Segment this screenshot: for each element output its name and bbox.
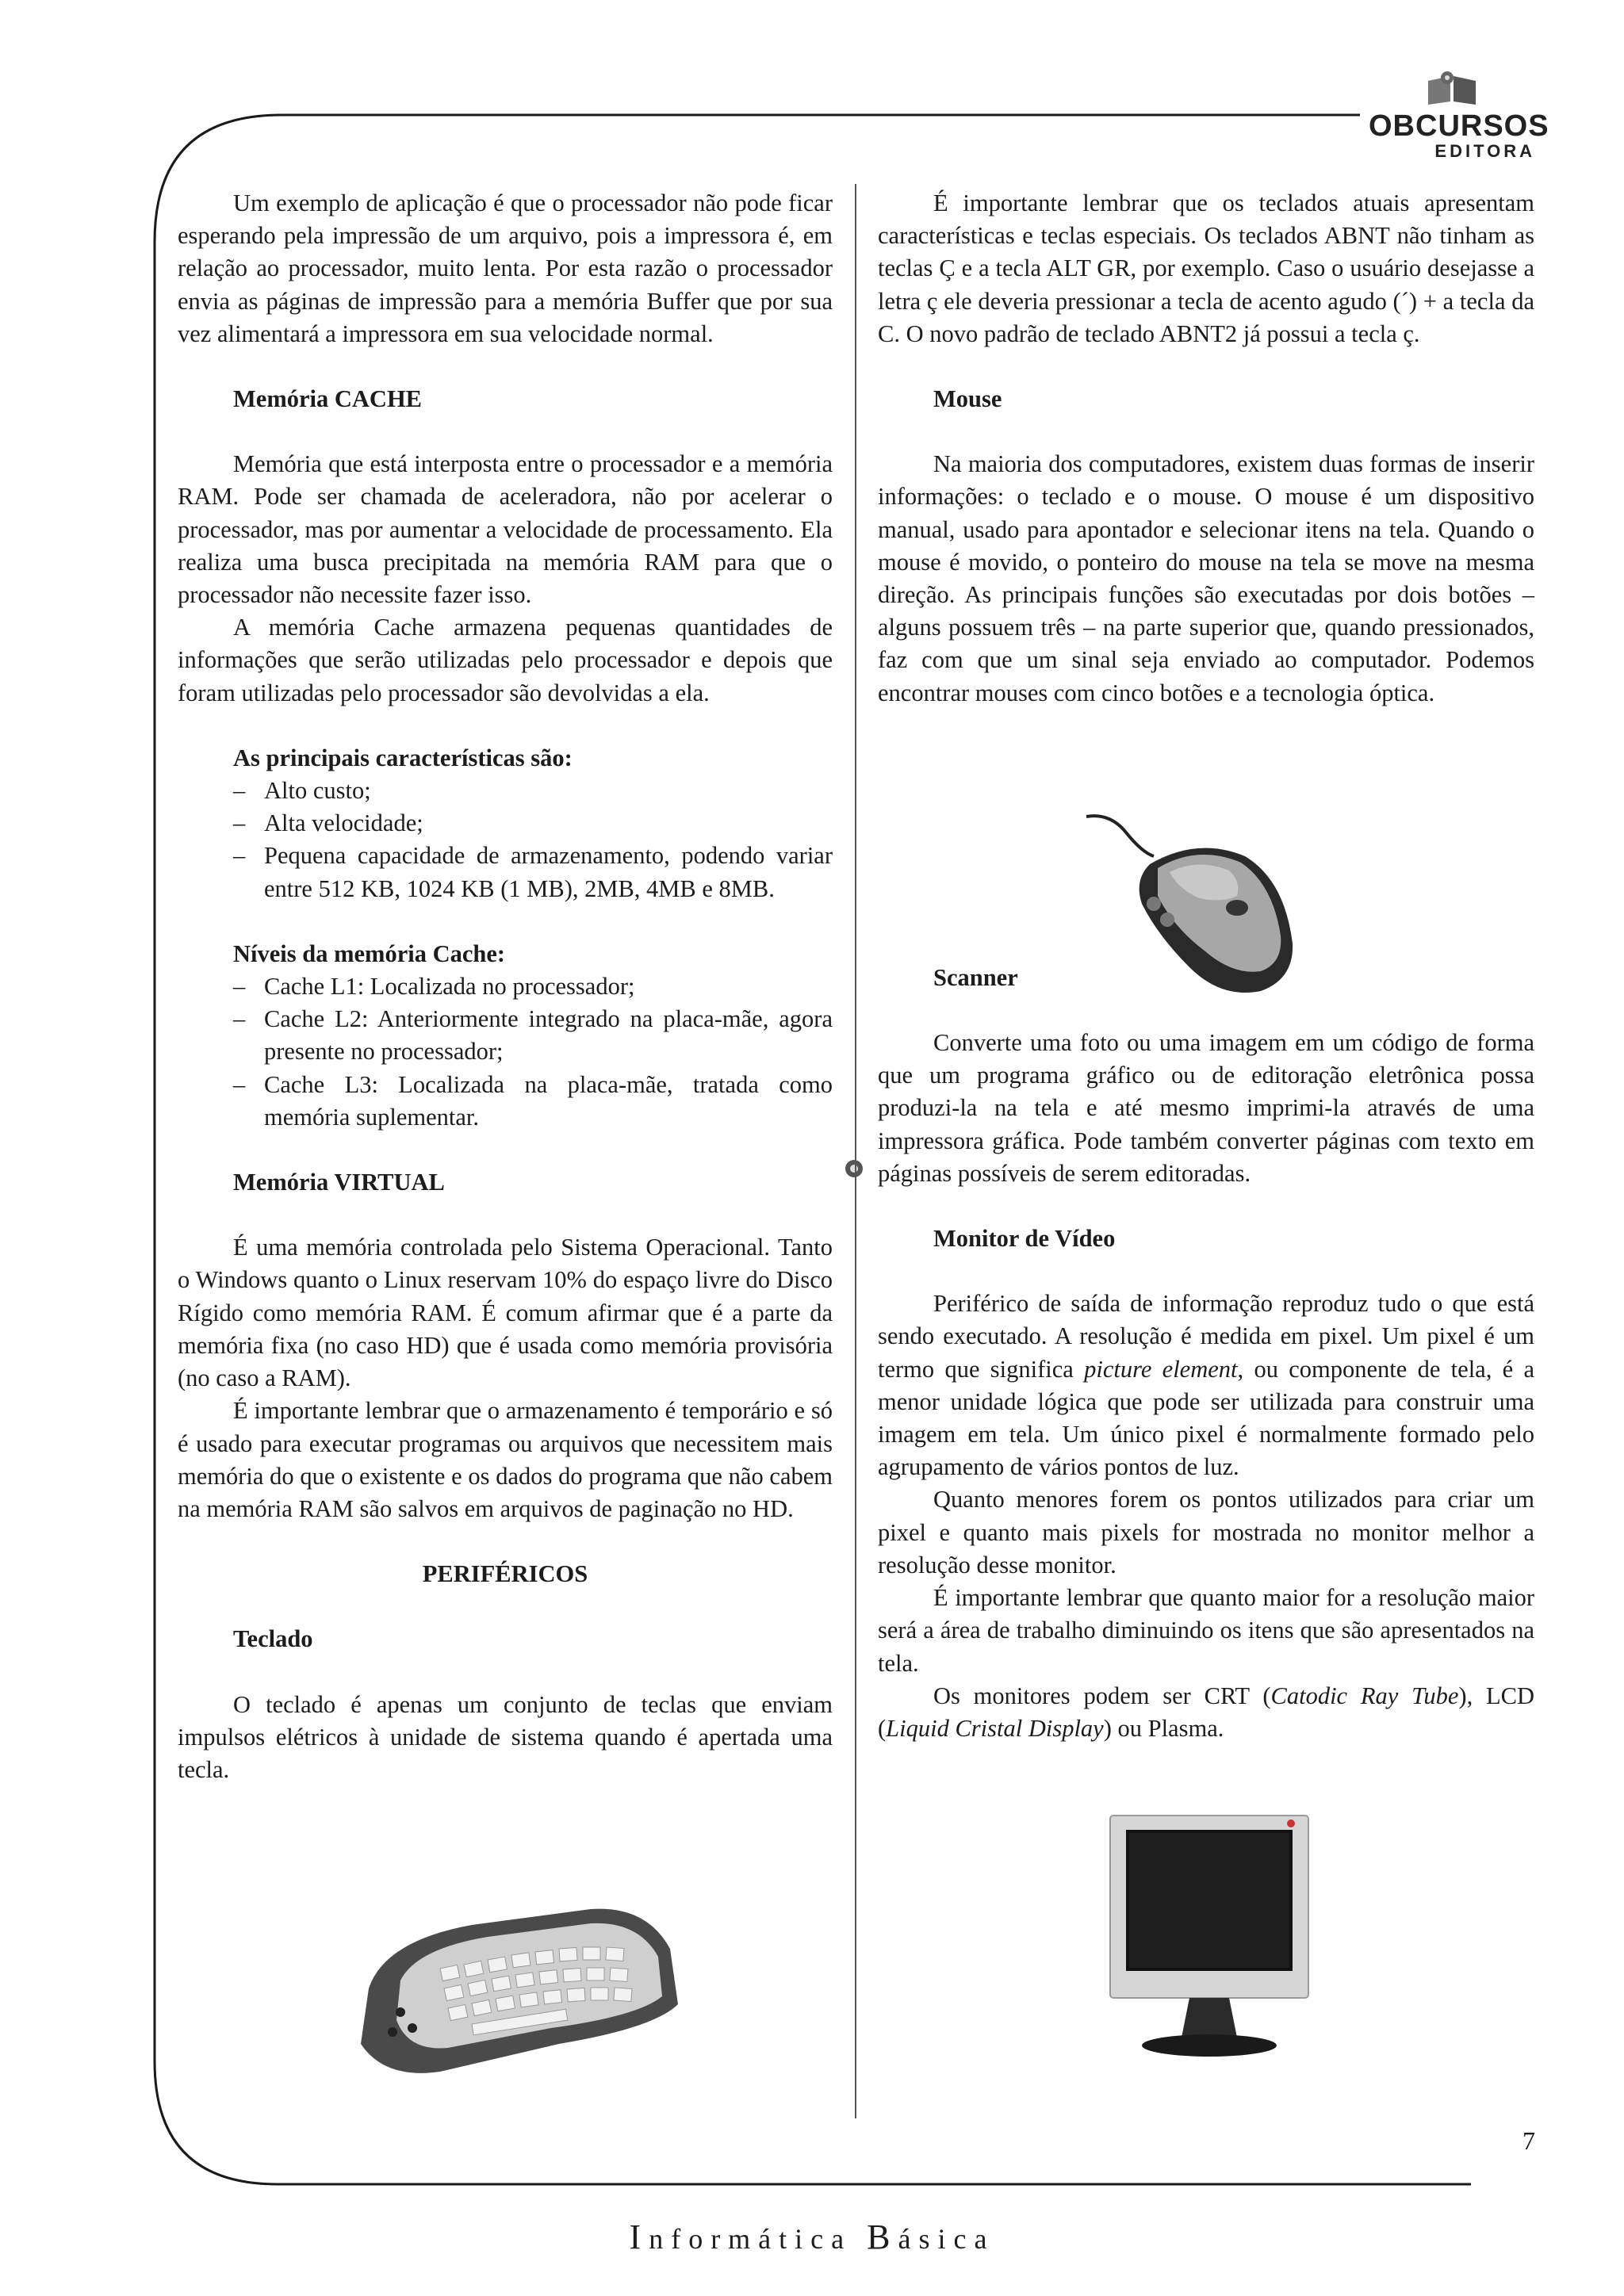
- publisher-logo: [1369, 65, 1549, 161]
- brand-name: OBCURSOS: [1369, 109, 1549, 143]
- mouse-paragraph: Na maioria dos computadores, existem duas formas de inserir informações: o teclado e o mouse. O mouse é um dispositivo manual, usado para apontador e selecionar itens na tela. Quando o mouse é movido, o ponteiro do mouse na tela se move na mesma direção. As principais funções são executadas por dois botões – alguns possuem três – na parte superior que, quando pressionados, faz com que um sinal seja enviado ao computador. Podemos encontrar mouses com cinco botões e a tecnologia óptica.: [878, 450, 1534, 706]
- list-item: – Cache L2: Anteriormente integrado na placa-mãe, agora presente no processador;: [178, 1003, 833, 1068]
- mouse-heading: Mouse: [933, 385, 1002, 413]
- monitor-image: [1094, 1808, 1324, 2069]
- book-logo-icon: [1420, 65, 1484, 106]
- footer-title: Informática Básica: [629, 2218, 995, 2256]
- list-item: – Pequena capacidade de armazenamento, podendo variar entre 512 KB, 1024 KB (1 MB), 2MB, 4MB e 8MB.: [178, 840, 833, 905]
- characteristics-title: As principais características são:: [233, 744, 573, 771]
- keyboard-paragraph: O teclado é apenas um conjunto de teclas que enviam impulsos elétricos à unidade de sistema quando é apertada uma tecla.: [178, 1690, 833, 1783]
- monitor-paragraph-2: Quanto menores forem os pontos utilizados para criar um pixel e quanto mais pixels for mostrada no monitor melhor a resolução desse monitor.: [878, 1486, 1534, 1578]
- cache-levels-list: [178, 970, 833, 1134]
- left-column: [178, 187, 833, 1786]
- monitor-heading: Monitor de Vídeo: [933, 1225, 1116, 1253]
- list-item: – Alta velocidade;: [178, 807, 833, 840]
- page-number: 7: [1522, 2126, 1535, 2155]
- characteristics-list: [178, 775, 833, 905]
- cache-levels-title: Níveis da memória Cache:: [233, 939, 506, 967]
- intro-paragraph: Um exemplo de aplicação é que o processador não pode ficar esperando pela impressão de um arquivo, pois a impressora é, em relação ao processador, muito lenta. Por esta razão o processador envia as páginas de impressão para a memória Buffer que por sua vez alimentará a impressora em sua velocidade normal.: [178, 189, 833, 347]
- brand-subtitle: EDITORA: [1434, 141, 1535, 161]
- keyboard-note-paragraph: É importante lembrar que os teclados atuais apresentam características e teclas especiais. Os teclados ABNT não tinham as teclas Ç e a tecla ALT GR, por exemplo. Caso o usuário desejasse a letra ç ele deveria pressionar a tecla de acento agudo (´) + a tecla da C. O novo padrão de teclado ABNT2 já possui a tecla ç.: [878, 189, 1534, 347]
- scanner-heading: Scanner: [933, 963, 1018, 991]
- virtual-heading: Memória VIRTUAL: [233, 1169, 445, 1196]
- monitor-paragraph-1: Periférico de saída de informação reproduz tudo o que está sendo executado. A resolução é medida em pixel. Um pixel é um termo que significa picture element, ou componente de tela, é a menor unidade lógica que pode ser utilizada para construir uma imagem em tela. Um único pixel é normalmente formado pelo agrupamento de vários pontos de luz.: [878, 1290, 1535, 1481]
- list-item: – Alto custo;: [178, 775, 833, 807]
- peripherals-heading: PERIFÉRICOS: [422, 1560, 588, 1588]
- column-divider: [855, 184, 856, 2118]
- cache-paragraph-1: Memória que está interposta entre o processador e a memória RAM. Pode ser chamada de aceleradora, não por acelerar o processador, mas por aumentar a velocidade de processamento. Ela realiza uma busca precipitada na memória RAM para que o processador não necessite fazer isso.: [178, 450, 833, 609]
- cache-paragraph-2: A memória Cache armazena pequenas quantidades de informações que serão utilizadas pelo processador e depois que foram utilizadas pelo processador são devolvidas a ela.: [178, 614, 833, 706]
- list-item: – Cache L1: Localizada no processador;: [178, 970, 833, 1003]
- virtual-paragraph-1: É uma memória controlada pelo Sistema Operacional. Tanto o Windows quanto o Linux reservam 10% do espaço livre do Disco Rígido como memória RAM. É comum afirmar que é a parte da memória fixa (no caso HD) que é usada como memória provisória (no caso a RAM).: [178, 1234, 833, 1392]
- monitor-paragraph-3: É importante lembrar que quanto maior for a resolução maior será a área de trabalho diminuindo os itens que são apresentados na tela.: [878, 1584, 1534, 1677]
- monitor-paragraph-4: Os monitores podem ser CRT (Catodic Ray Tube), LCD (Liquid Cristal Display) ou Plasma.: [878, 1682, 1534, 1742]
- scanner-paragraph: Converte uma foto ou uma imagem em um código de forma que um programa gráfico ou de editoração eletrônica possa produzi-la na tela e até mesmo imprimi-la através de uma impressora gráfica. Pode também converter páginas com texto em páginas possíveis de serem editoradas.: [878, 1029, 1534, 1187]
- list-item: – Cache L3: Localizada na placa-mãe, tratada como memória suplementar.: [178, 1069, 833, 1134]
- mouse-image: [1078, 809, 1300, 999]
- cache-heading: Memória CACHE: [233, 385, 423, 413]
- keyboard-heading: Teclado: [233, 1625, 313, 1653]
- keyboard-image: [353, 1893, 690, 2091]
- virtual-paragraph-2: É importante lembrar que o armazenamento é temporário e só é usado para executar programas ou arquivos que necessitem mais memória do que o existente e os dados do programa que não cabem na memória RAM são salvos em arquivos de paginação no HD.: [178, 1397, 833, 1522]
